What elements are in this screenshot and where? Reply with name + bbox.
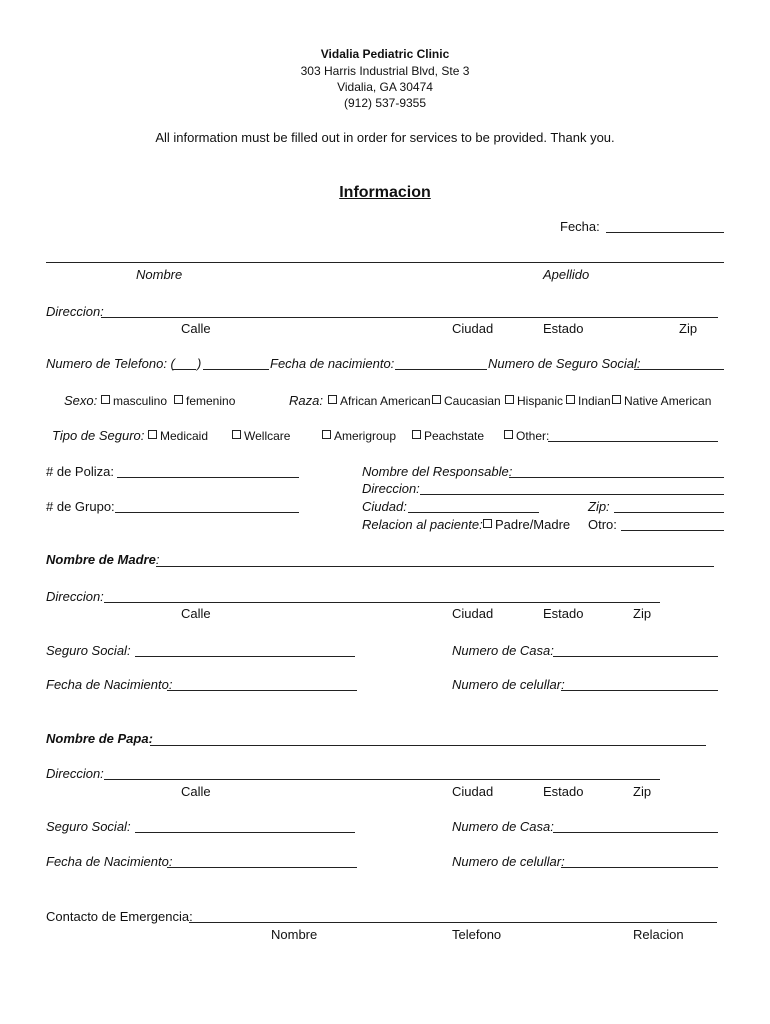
- papa-numero-casa-label: Numero de Casa:: [452, 819, 554, 834]
- fecha-label: Fecha:: [560, 219, 600, 234]
- madre-numero-casa-field[interactable]: [553, 656, 718, 657]
- emergencia-field[interactable]: [189, 922, 717, 923]
- femenino-label: femenino: [186, 394, 236, 408]
- seguro-other-field[interactable]: [548, 441, 718, 442]
- amerigroup-label: Amerigroup: [334, 429, 397, 443]
- wellcare-label: Wellcare: [244, 429, 291, 443]
- papa-numero-casa-field[interactable]: [553, 832, 718, 833]
- otro-label: Otro:: [588, 517, 617, 532]
- indian-label: Indian: [578, 394, 611, 408]
- seguro-other[interactable]: [504, 429, 549, 443]
- papa-nombre-field[interactable]: [150, 745, 706, 746]
- resp-zip-field[interactable]: [614, 512, 724, 513]
- checkbox-icon: [412, 430, 421, 439]
- papa-celular-field[interactable]: [561, 867, 718, 868]
- checkbox-icon: [504, 430, 513, 439]
- emergencia-nombre-caption: Nombre: [271, 927, 318, 942]
- raza-native-american[interactable]: [612, 394, 711, 408]
- area-code-field[interactable]: [172, 369, 196, 370]
- telefono-field[interactable]: [203, 369, 269, 370]
- nombre-apellido-field[interactable]: [46, 262, 724, 263]
- madre-fecha-nac-field[interactable]: [167, 690, 357, 691]
- checkbox-icon: [322, 430, 331, 439]
- masculino-label: masculino: [113, 394, 168, 408]
- madre-ciudad-caption: Ciudad: [452, 606, 494, 621]
- raza-hispanic[interactable]: [505, 394, 563, 408]
- hispanic-label: Hispanic: [517, 394, 564, 408]
- medicaid-label: Medicaid: [160, 429, 209, 443]
- other-label: Other:: [516, 429, 550, 443]
- clinic-phone: (912) 537-9355: [343, 96, 427, 110]
- padre-madre-label: Padre/Madre: [495, 517, 571, 532]
- madre-colon: :: [155, 552, 160, 567]
- nacimiento-field[interactable]: [395, 369, 487, 370]
- sexo-femenino[interactable]: [174, 394, 235, 408]
- calle-caption: Calle: [181, 321, 211, 336]
- checkbox-icon: [505, 395, 514, 404]
- papa-fecha-nac-field[interactable]: [167, 867, 357, 868]
- madre-fecha-nac-label: Fecha de Nacimiento:: [46, 677, 173, 692]
- checkbox-icon: [566, 395, 575, 404]
- sexo-label: Sexo:: [64, 393, 98, 408]
- responsable-field[interactable]: [509, 477, 724, 478]
- papa-ciudad-caption: Ciudad: [452, 784, 494, 799]
- madre-label-text: Nombre de Madre: [46, 552, 156, 567]
- seguro-amerigroup[interactable]: [322, 429, 396, 443]
- madre-seguro-social-label: Seguro Social:: [46, 643, 131, 658]
- clinic-name: Vidalia Pediatric Clinic: [320, 47, 450, 61]
- seguro-peachstate[interactable]: [412, 429, 484, 443]
- papa-zip-caption: Zip: [633, 784, 652, 799]
- checkbox-icon: [483, 519, 492, 528]
- papa-label: Nombre de Papa:: [46, 731, 153, 746]
- papa-seguro-social-label: Seguro Social:: [46, 819, 131, 834]
- telefono-label: Numero de Telefono: (: [46, 356, 175, 371]
- papa-estado-caption: Estado: [543, 784, 584, 799]
- madre-celular-field[interactable]: [561, 690, 718, 691]
- papa-calle-caption: Calle: [181, 784, 211, 799]
- seguro-wellcare[interactable]: [232, 429, 290, 443]
- papa-fecha-nac-label: Fecha de Nacimiento:: [46, 854, 173, 869]
- checkbox-icon: [232, 430, 241, 439]
- poliza-label: [46, 464, 114, 479]
- tipo-seguro-label: Tipo de Seguro:: [52, 428, 145, 443]
- telefono-close: ): [197, 356, 202, 371]
- raza-indian[interactable]: [566, 394, 611, 408]
- notice-text: All information must be filled out in order for services to be provided. Thank you.: [155, 130, 615, 145]
- madre-direccion-field[interactable]: [104, 602, 660, 603]
- resp-ciudad-field[interactable]: [408, 512, 539, 513]
- clinic-address-line2: Vidalia, GA 30474: [337, 80, 433, 94]
- raza-caucasian[interactable]: [432, 394, 501, 408]
- papa-celular-label: Numero de celullar:: [452, 854, 565, 869]
- checkbox-icon: [612, 395, 621, 404]
- nacimiento-label: Fecha de nacimiento:: [270, 356, 395, 371]
- seguro-medicaid[interactable]: [148, 429, 208, 443]
- checkbox-icon: [101, 395, 110, 404]
- resp-ciudad-label: Ciudad:: [362, 499, 407, 514]
- madre-zip-caption: Zip: [633, 606, 652, 621]
- african-american-label: African American: [340, 394, 431, 408]
- seguro-social-label: Numero de Seguro Social:: [488, 356, 641, 371]
- relacion-label: Relacion al paciente:: [362, 517, 483, 532]
- papa-direccion-label: Direccion:: [46, 766, 104, 781]
- papa-direccion-field[interactable]: [104, 779, 660, 780]
- zip-caption: Zip: [679, 321, 698, 336]
- direccion-field[interactable]: [101, 317, 718, 318]
- madre-direccion-label: Direccion:: [46, 589, 104, 604]
- resp-zip-label: Zip:: [588, 499, 610, 514]
- sexo-masculino[interactable]: [101, 394, 167, 408]
- emergencia-label: Contacto de Emergencia:: [46, 909, 193, 924]
- checkbox-icon: [328, 395, 337, 404]
- checkbox-icon: [174, 395, 183, 404]
- clinic-address-line1: 303 Harris Industrial Blvd, Ste 3: [300, 64, 470, 78]
- resp-direccion-field[interactable]: [420, 494, 724, 495]
- madre-nombre-field[interactable]: [156, 566, 714, 567]
- grupo-field[interactable]: [115, 512, 299, 513]
- poliza-label-text: # de Poliza:: [46, 464, 114, 479]
- papa-seguro-social-field[interactable]: [135, 832, 355, 833]
- checkbox-icon: [148, 430, 157, 439]
- resp-direccion-label: Direccion:: [362, 481, 420, 496]
- form-title: Informacion: [339, 184, 431, 201]
- madre-numero-casa-label: Numero de Casa:: [452, 643, 554, 658]
- madre-seguro-social-field[interactable]: [135, 656, 355, 657]
- poliza-field[interactable]: [117, 477, 299, 478]
- fecha-field[interactable]: [606, 232, 724, 233]
- estado-caption: Estado: [543, 321, 584, 336]
- madre-calle-caption: Calle: [181, 606, 211, 621]
- relacion-padre-madre[interactable]: [483, 517, 570, 532]
- grupo-label: # de Grupo:: [46, 499, 115, 514]
- raza-african-american[interactable]: [328, 394, 431, 408]
- caucasian-label: Caucasian: [444, 394, 501, 408]
- raza-label: Raza:: [289, 393, 323, 408]
- direccion-label: Direccion:: [46, 304, 104, 319]
- peachstate-label: Peachstate: [424, 429, 485, 443]
- nombre-caption: Nombre: [136, 267, 183, 282]
- otro-field[interactable]: [621, 530, 724, 531]
- checkbox-icon: [432, 395, 441, 404]
- native-american-label: Native American: [624, 394, 712, 408]
- seguro-social-field[interactable]: [634, 369, 724, 370]
- ciudad-caption: Ciudad: [452, 321, 494, 336]
- madre-estado-caption: Estado: [543, 606, 584, 621]
- emergencia-relacion-caption: Relacion: [633, 927, 684, 942]
- emergencia-telefono-caption: Telefono: [452, 927, 502, 942]
- madre-celular-label: Numero de celullar:: [452, 677, 565, 692]
- madre-label: [46, 552, 159, 567]
- apellido-caption: Apellido: [543, 267, 590, 282]
- responsable-label: Nombre del Responsable:: [362, 464, 513, 479]
